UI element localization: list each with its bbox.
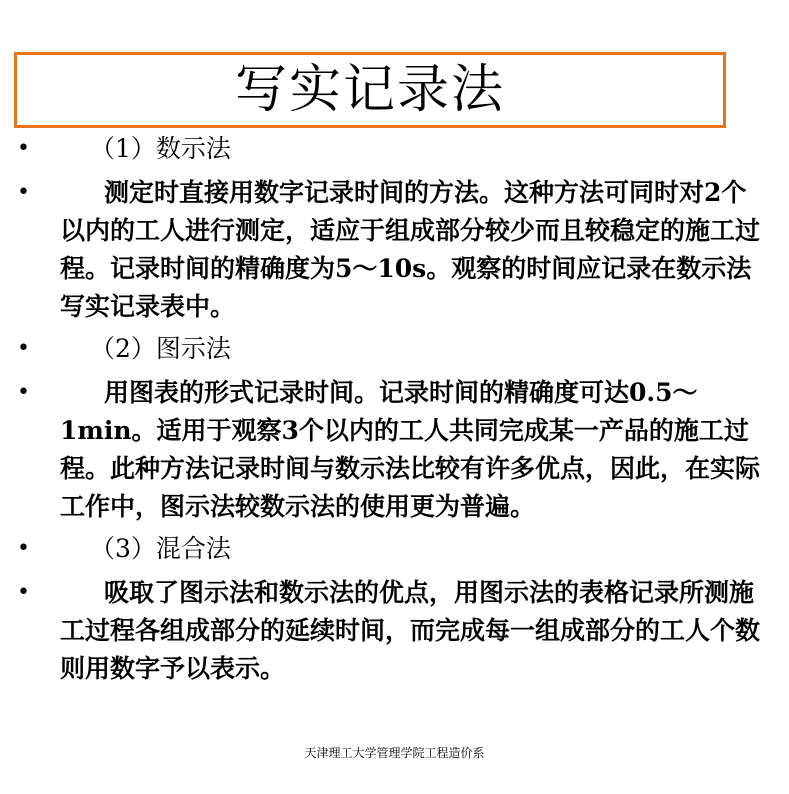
bullet-list — [0, 130, 789, 688]
subheading-mixed-method: （3）混合法 — [90, 534, 231, 563]
bullet-icon: • — [17, 136, 30, 161]
paragraph-mixed-method — [60, 574, 765, 688]
bullet-icon: • — [17, 180, 30, 205]
bullet-item-sub-3 — [0, 530, 789, 568]
slide-title: 写实记录法 — [234, 60, 505, 120]
bullet-item-para-3 — [0, 574, 789, 688]
bullet-item-sub-1 — [0, 130, 789, 168]
bullet-icon: • — [17, 580, 30, 605]
subheading-graphic-method: （2）图示法 — [90, 334, 231, 363]
title-box — [14, 52, 726, 128]
paragraph-numeric-method — [60, 174, 765, 326]
bullet-item-para-1 — [0, 174, 789, 326]
bullet-item-sub-2 — [0, 330, 789, 368]
bullet-icon: • — [17, 336, 30, 361]
paragraph-text: 用图表的形式记录时间。记录时间的精确度可达0.5～1min。适用于观察3个以内的工人共同完成某一产品的施工过程。此种方法记录时间与数示法比较有许多优点，因此，在实际工作中，图示法较数示法的使用更为普遍。 — [60, 378, 761, 521]
paragraph-text: 吸取了图示法和数示法的优点，用图示法的表格记录所测施工过程各组成部分的延续时间，而完成每一组成部分的工人个数则用数字予以表示。 — [60, 578, 761, 683]
paragraph-graphic-method — [60, 374, 765, 526]
bullet-icon: • — [17, 380, 30, 405]
subheading-numeric-method: （1）数示法 — [90, 134, 231, 163]
bullet-item-para-2 — [0, 374, 789, 526]
bullet-icon: • — [17, 536, 30, 561]
footer-text: 天津理工大学管理学院工程造价系 — [304, 746, 485, 760]
paragraph-text: 测定时直接用数字记录时间的方法。这种方法可同时对2个以内的工人进行测定，适应于组成部分较少而且较稳定的施工过程。记录时间的精确度为5～10s。观察的时间应记录在数示法写实记录表中。 — [60, 178, 761, 321]
